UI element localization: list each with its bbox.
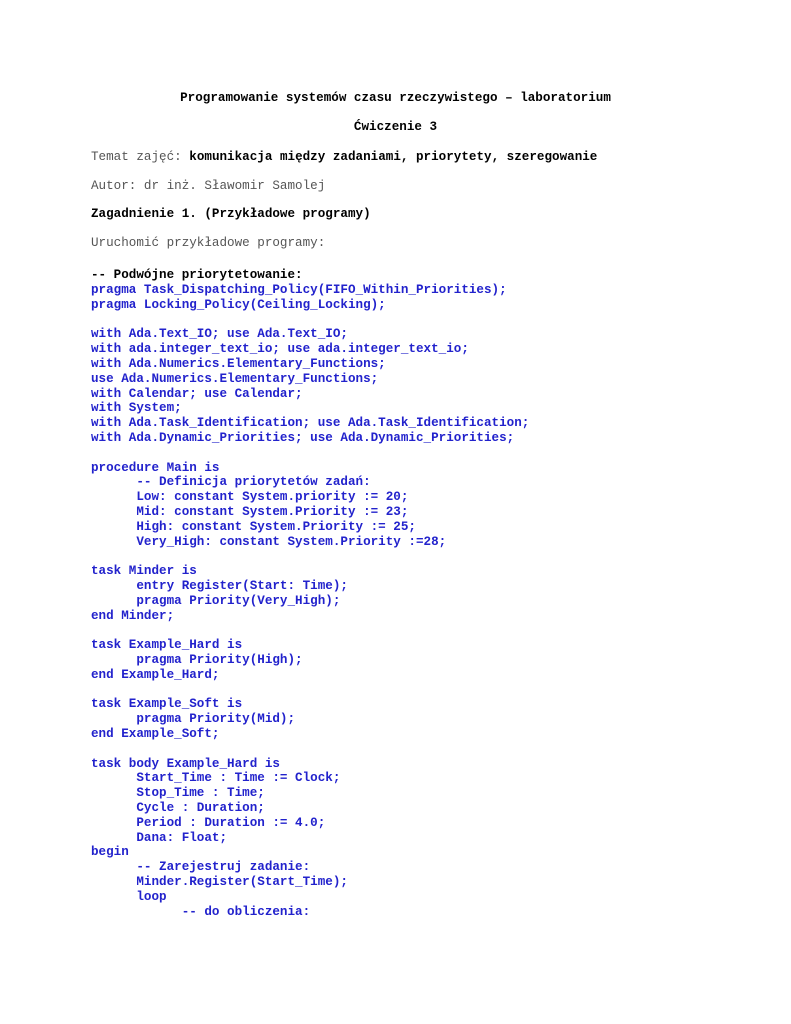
code-line: with Ada.Text_IO; use Ada.Text_IO; (91, 327, 348, 342)
exercise-title: Ćwiczenie 3 (353, 120, 438, 134)
code-line: pragma Task_Dispatching_Policy(FIFO_Within_Priorities); (91, 283, 507, 297)
code-line: begin (91, 845, 129, 860)
code-line: procedure Main is (91, 460, 220, 475)
code-line: Start_Time : Time := Clock; (91, 771, 341, 786)
code-line: -- do obliczenia: (91, 904, 311, 919)
author-line: Autor: dr inż. Sławomir Samolej (91, 179, 326, 193)
code-line: pragma Priority(High); (91, 653, 303, 667)
topic-value: komunikacja między zadaniami, priorytety, szeregowanie (189, 150, 598, 164)
code-line: High: constant System.Priority := 25; (91, 519, 416, 534)
code-line: pragma Priority(Mid); (91, 712, 296, 727)
code-line: Period : Duration := 4.0; (91, 815, 326, 830)
code-comment-heading: -- Podwójne priorytetowanie: (91, 268, 303, 282)
code-line: end Example_Soft; (91, 727, 220, 741)
code-line: task body Example_Hard is (91, 756, 280, 771)
code-line: end Example_Hard; (91, 667, 220, 682)
code-line: Very_High: constant System.Priority :=28; (91, 534, 447, 549)
code-line: Stop_Time : Time; (91, 786, 265, 801)
code-line: with System; (91, 401, 182, 416)
code-line: Dana: Float; (91, 830, 228, 845)
code-line: entry Register(Start: Time); (91, 579, 348, 593)
code-line: loop (91, 889, 167, 904)
code-line: Minder.Register(Start_Time); (91, 875, 348, 889)
code-line: with Ada.Task_Identification; use Ada.Task_Identification; (91, 416, 530, 431)
section-heading: Zagadnienie 1. (Przykładowe programy) (91, 207, 371, 221)
code-line: with Ada.Numerics.Elementary_Functions; (91, 357, 386, 371)
code-line: with ada.integer_text_io; use ada.integer_text_io; (91, 342, 469, 357)
code-line: task Example_Hard is (91, 638, 243, 653)
code-line: pragma Locking_Policy(Ceiling_Locking); (91, 297, 386, 312)
topic-label: Temat zajęć: (91, 150, 182, 164)
code-line: end Minder; (91, 608, 175, 623)
document-title: Programowanie systemów czasu rzeczywistego – laboratorium (180, 91, 611, 105)
code-line: Mid: constant System.Priority := 23; (91, 505, 409, 519)
code-line: with Ada.Dynamic_Priorities; use Ada.Dynamic_Priorities; (91, 431, 515, 445)
code-line: use Ada.Numerics.Elementary_Functions; (91, 371, 379, 386)
code-line: with Calendar; use Calendar; (91, 386, 303, 401)
topic-line (91, 150, 597, 165)
code-line: task Minder is (91, 564, 197, 579)
code-line: pragma Priority(Very_High); (91, 593, 341, 608)
code-line: task Example_Soft is (91, 697, 243, 712)
instruction-text: Uruchomić przykładowe programy: (91, 236, 326, 250)
code-line: Cycle : Duration; (91, 801, 265, 815)
code-line: -- Zarejestruj zadanie: (91, 860, 311, 875)
code-line: Low: constant System.priority := 20; (91, 490, 409, 505)
code-line: -- Definicja priorytetów zadań: (91, 475, 371, 490)
